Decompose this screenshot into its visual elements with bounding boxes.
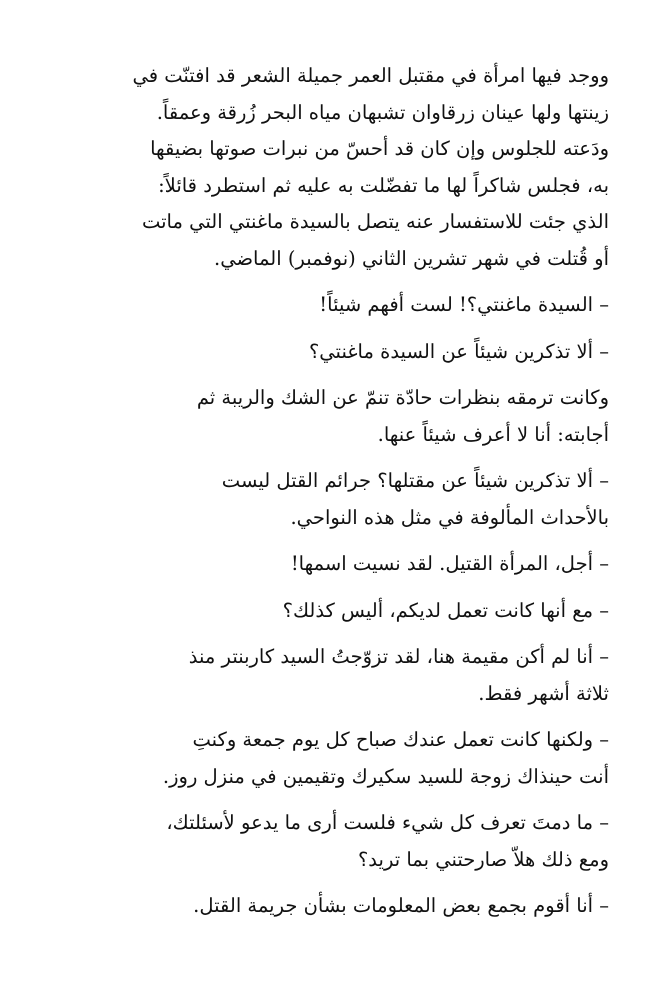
text-line: الذي جئت للاستفسار عنه يتصل بالسيدة ماغنتي التي ماتت <box>141 210 609 233</box>
dialogue-paragraph <box>58 722 609 795</box>
dialogue-paragraph <box>58 463 609 536</box>
narration-paragraph <box>58 380 609 453</box>
text-line: أنت حينذاك زوجة للسيد سكيرك وتقيمين في منزل روز. <box>162 764 609 788</box>
dialogue-paragraph <box>58 639 609 712</box>
text-line: – ألا تذكرين شيئاً عن السيدة ماغنتي؟ <box>308 339 609 363</box>
dialogue-paragraph <box>58 334 609 371</box>
text-line: – أنا لم أكن مقيمة هنا، لقد تزوّجتُ السيد كاربنتر منذ <box>188 645 609 668</box>
dialogue-paragraph <box>58 546 609 583</box>
text-line: وكانت ترمقه بنظرات حادّة تنمّ عن الشك والريبة ثم <box>196 386 609 409</box>
text-line: – ما دمتَ تعرف كل شيء فلست أرى ما يدعو لأسئلتك، <box>166 811 609 834</box>
narration-paragraph <box>58 58 609 277</box>
text-line: – السيدة ماغنتي؟! لست أفهم شيئاً! <box>319 293 609 316</box>
text-line: أجابته: أنا لا أعرف شيئاً عنها. <box>377 422 609 446</box>
dialogue-paragraph <box>58 287 609 324</box>
text-line: به، فجلس شاكراً لها ما تفضّلت به عليه ثم استطرد قائلاً: <box>158 173 609 197</box>
text-line: ثلاثة أشهر فقط. <box>478 681 609 705</box>
text-line: زينتها ولها عينان زرقاوان تشبهان مياه البحر زُرقة وعمقاً. <box>156 100 609 124</box>
text-line: ومع ذلك هلاّ صارحتني بما تريد؟ <box>357 847 609 871</box>
book-page <box>58 58 609 925</box>
text-line: – أنا أقوم بجمع بعض المعلومات بشأن جريمة القتل. <box>193 894 609 917</box>
text-line: – أجل، المرأة القتيل. لقد نسيت اسمها! <box>290 552 609 575</box>
text-line: – ولكنها كانت تعمل عندك صباح كل يوم جمعة وكنتِ <box>192 728 609 751</box>
text-line: – ألا تذكرين شيئاً عن مقتلها؟ جرائم القتل ليست <box>221 469 609 492</box>
text-line: بالأحداث المألوفة في مثل هذه النواحي. <box>290 505 609 529</box>
dialogue-paragraph <box>58 593 609 630</box>
dialogue-paragraph <box>58 805 609 878</box>
text-line: ودَعته للجلوس وإن كان قد أحسّ من نبرات صوتها بضيقها <box>150 137 609 160</box>
dialogue-paragraph <box>58 888 609 925</box>
text-line: أو قُتلت في شهر تشرين الثاني (نوفمبر) الماضي. <box>214 246 609 270</box>
text-line: – مع أنها كانت تعمل لديكم، أليس كذلك؟ <box>282 598 609 622</box>
text-line: ووجد فيها امرأة في مقتبل العمر جميلة الشعر قد افتنّت في <box>132 64 609 87</box>
